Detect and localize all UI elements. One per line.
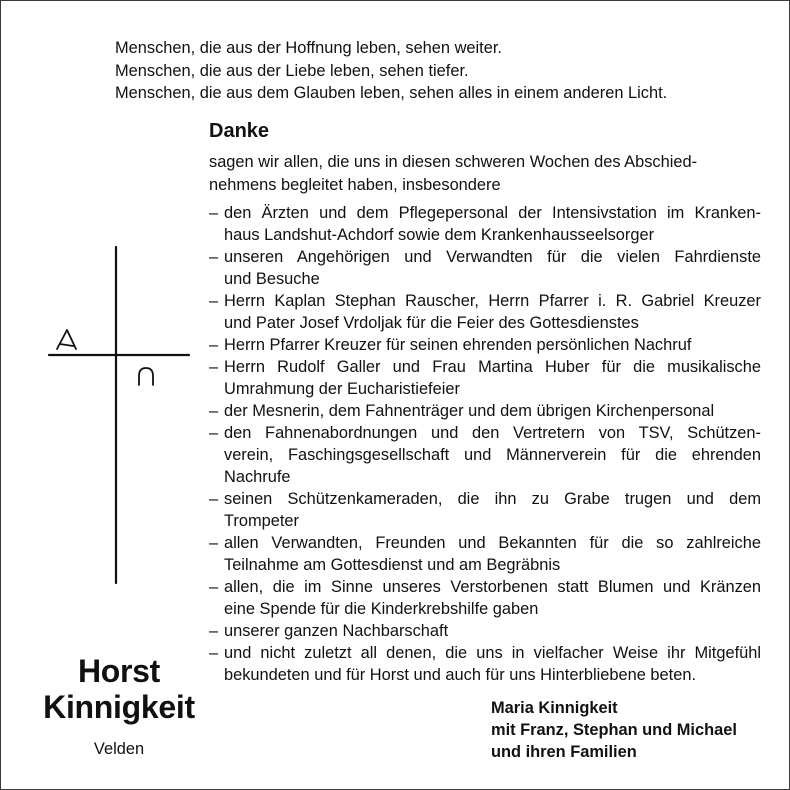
dash-bullet: – [209,336,219,354]
thanks-item [209,576,761,620]
thanks-item-line: seinen Schützenkameraden, die ihn zu Grabe trugen und dem [224,490,761,508]
deceased-place: Velden [93,740,145,758]
thanks-item [209,422,761,488]
thanks-item [209,202,761,246]
signature-line: und ihren Familien [491,743,637,761]
alpha-symbol [57,330,76,349]
cross-alpha-omega-icon [41,245,191,585]
thanks-item [209,356,761,400]
thanks-item [209,620,761,642]
thanks-item-line: unserer ganzen Nachbarschaft [224,622,449,640]
dash-bullet: – [209,402,219,420]
thanks-item-line: und Besuche [224,270,320,288]
dash-bullet: – [209,490,219,508]
thanks-heading: Danke [209,120,270,142]
thanks-item-line: den Ärzten und dem Pflegepersonal der Intensivstation im Kranken- [224,204,761,222]
thanks-item-line: Herrn Rudolf Galler und Frau Martina Huber für die musikalische [224,358,761,376]
dash-bullet: – [209,292,219,310]
thanks-item [209,488,761,532]
thanks-item-line: allen Verwandten, Freunden und Bekannten für die so zahlreiche [224,534,761,552]
thanks-item-line: der Mesnerin, dem Fahnenträger und dem übrigen Kirchenpersonal [224,402,715,420]
thanks-item-line: Herrn Pfarrer Kreuzer für seinen ehrenden persönlichen Nachruf [224,336,692,354]
thanks-item-line: den Fahnenabordnungen und den Vertretern von TSV, Schützen- [224,424,761,442]
thanks-item-line: Trompeter [224,512,299,530]
thanks-item-line: und Pater Josef Vrdoljak für die Feier des Gottesdienstes [224,314,639,332]
thanks-item [209,642,761,686]
intro-line: nehmens begleitet haben, insbesondere [209,175,501,194]
dash-bullet: – [209,204,219,222]
thanks-item-line: allen, die im Sinne unseres Verstorbenen statt Blumen und Kränzen [224,578,761,596]
thanks-item [209,334,761,356]
thanks-intro [209,151,761,196]
signature-line: mit Franz, Stephan und Michael [491,721,737,739]
dash-bullet: – [209,424,219,442]
thanks-item [209,290,761,334]
thanks-item-line: bekundeten und für Horst und auch für uns Hinterbliebene beten. [224,666,697,684]
motto-quote [115,37,667,105]
deceased-last-name: Kinnigkeit [43,689,195,725]
dash-bullet: – [209,534,219,552]
thanks-item-line: haus Landshut-Achdorf sowie dem Krankenhausseelsorger [224,226,655,244]
dash-bullet: – [209,358,219,376]
dash-bullet: – [209,622,219,640]
deceased-first-name: Horst [77,653,161,689]
thanks-item-line: verein, Faschingsgesellschaft und Männerverein für die ehrenden [224,446,761,464]
dash-bullet: – [209,578,219,596]
thanks-list [209,202,761,686]
deceased-name [21,653,217,725]
thanks-item-line: Teilnahme am Gottesdienst und am Begräbnis [224,556,561,574]
dash-bullet: – [209,644,219,662]
thanks-item [209,532,761,576]
thanks-item-line: und nicht zuletzt all denen, die uns in vielfacher Weise ihr Mitgefühl [224,644,761,662]
thanks-item-line: Umrahmung der Eucharistiefeier [224,380,460,398]
signature-block [491,697,737,763]
thanks-item-line: unseren Angehörigen und Verwandten für die vielen Fahrdienste [224,248,761,266]
signature-line: Maria Kinnigkeit [491,699,618,717]
thanks-item [209,246,761,290]
intro-line: sagen wir allen, die uns in diesen schweren Wochen des Abschied- [209,153,698,171]
thanks-item-line: Nachrufe [224,468,291,486]
thanks-item-line: Herrn Kaplan Stephan Rauscher, Herrn Pfarrer i. R. Gabriel Kreuzer [224,292,761,310]
thanks-item [209,400,761,422]
dash-bullet: – [209,248,219,266]
omega-symbol [139,368,153,385]
motto-line: Menschen, die aus dem Glauben leben, sehen alles in einem anderen Licht. [115,84,668,102]
thanks-item-line: eine Spende für die Kinderkrebshilfe gaben [224,600,539,618]
motto-line: Menschen, die aus der Hoffnung leben, sehen weiter. [115,39,502,57]
motto-line: Menschen, die aus der Liebe leben, sehen tiefer. [115,61,469,80]
